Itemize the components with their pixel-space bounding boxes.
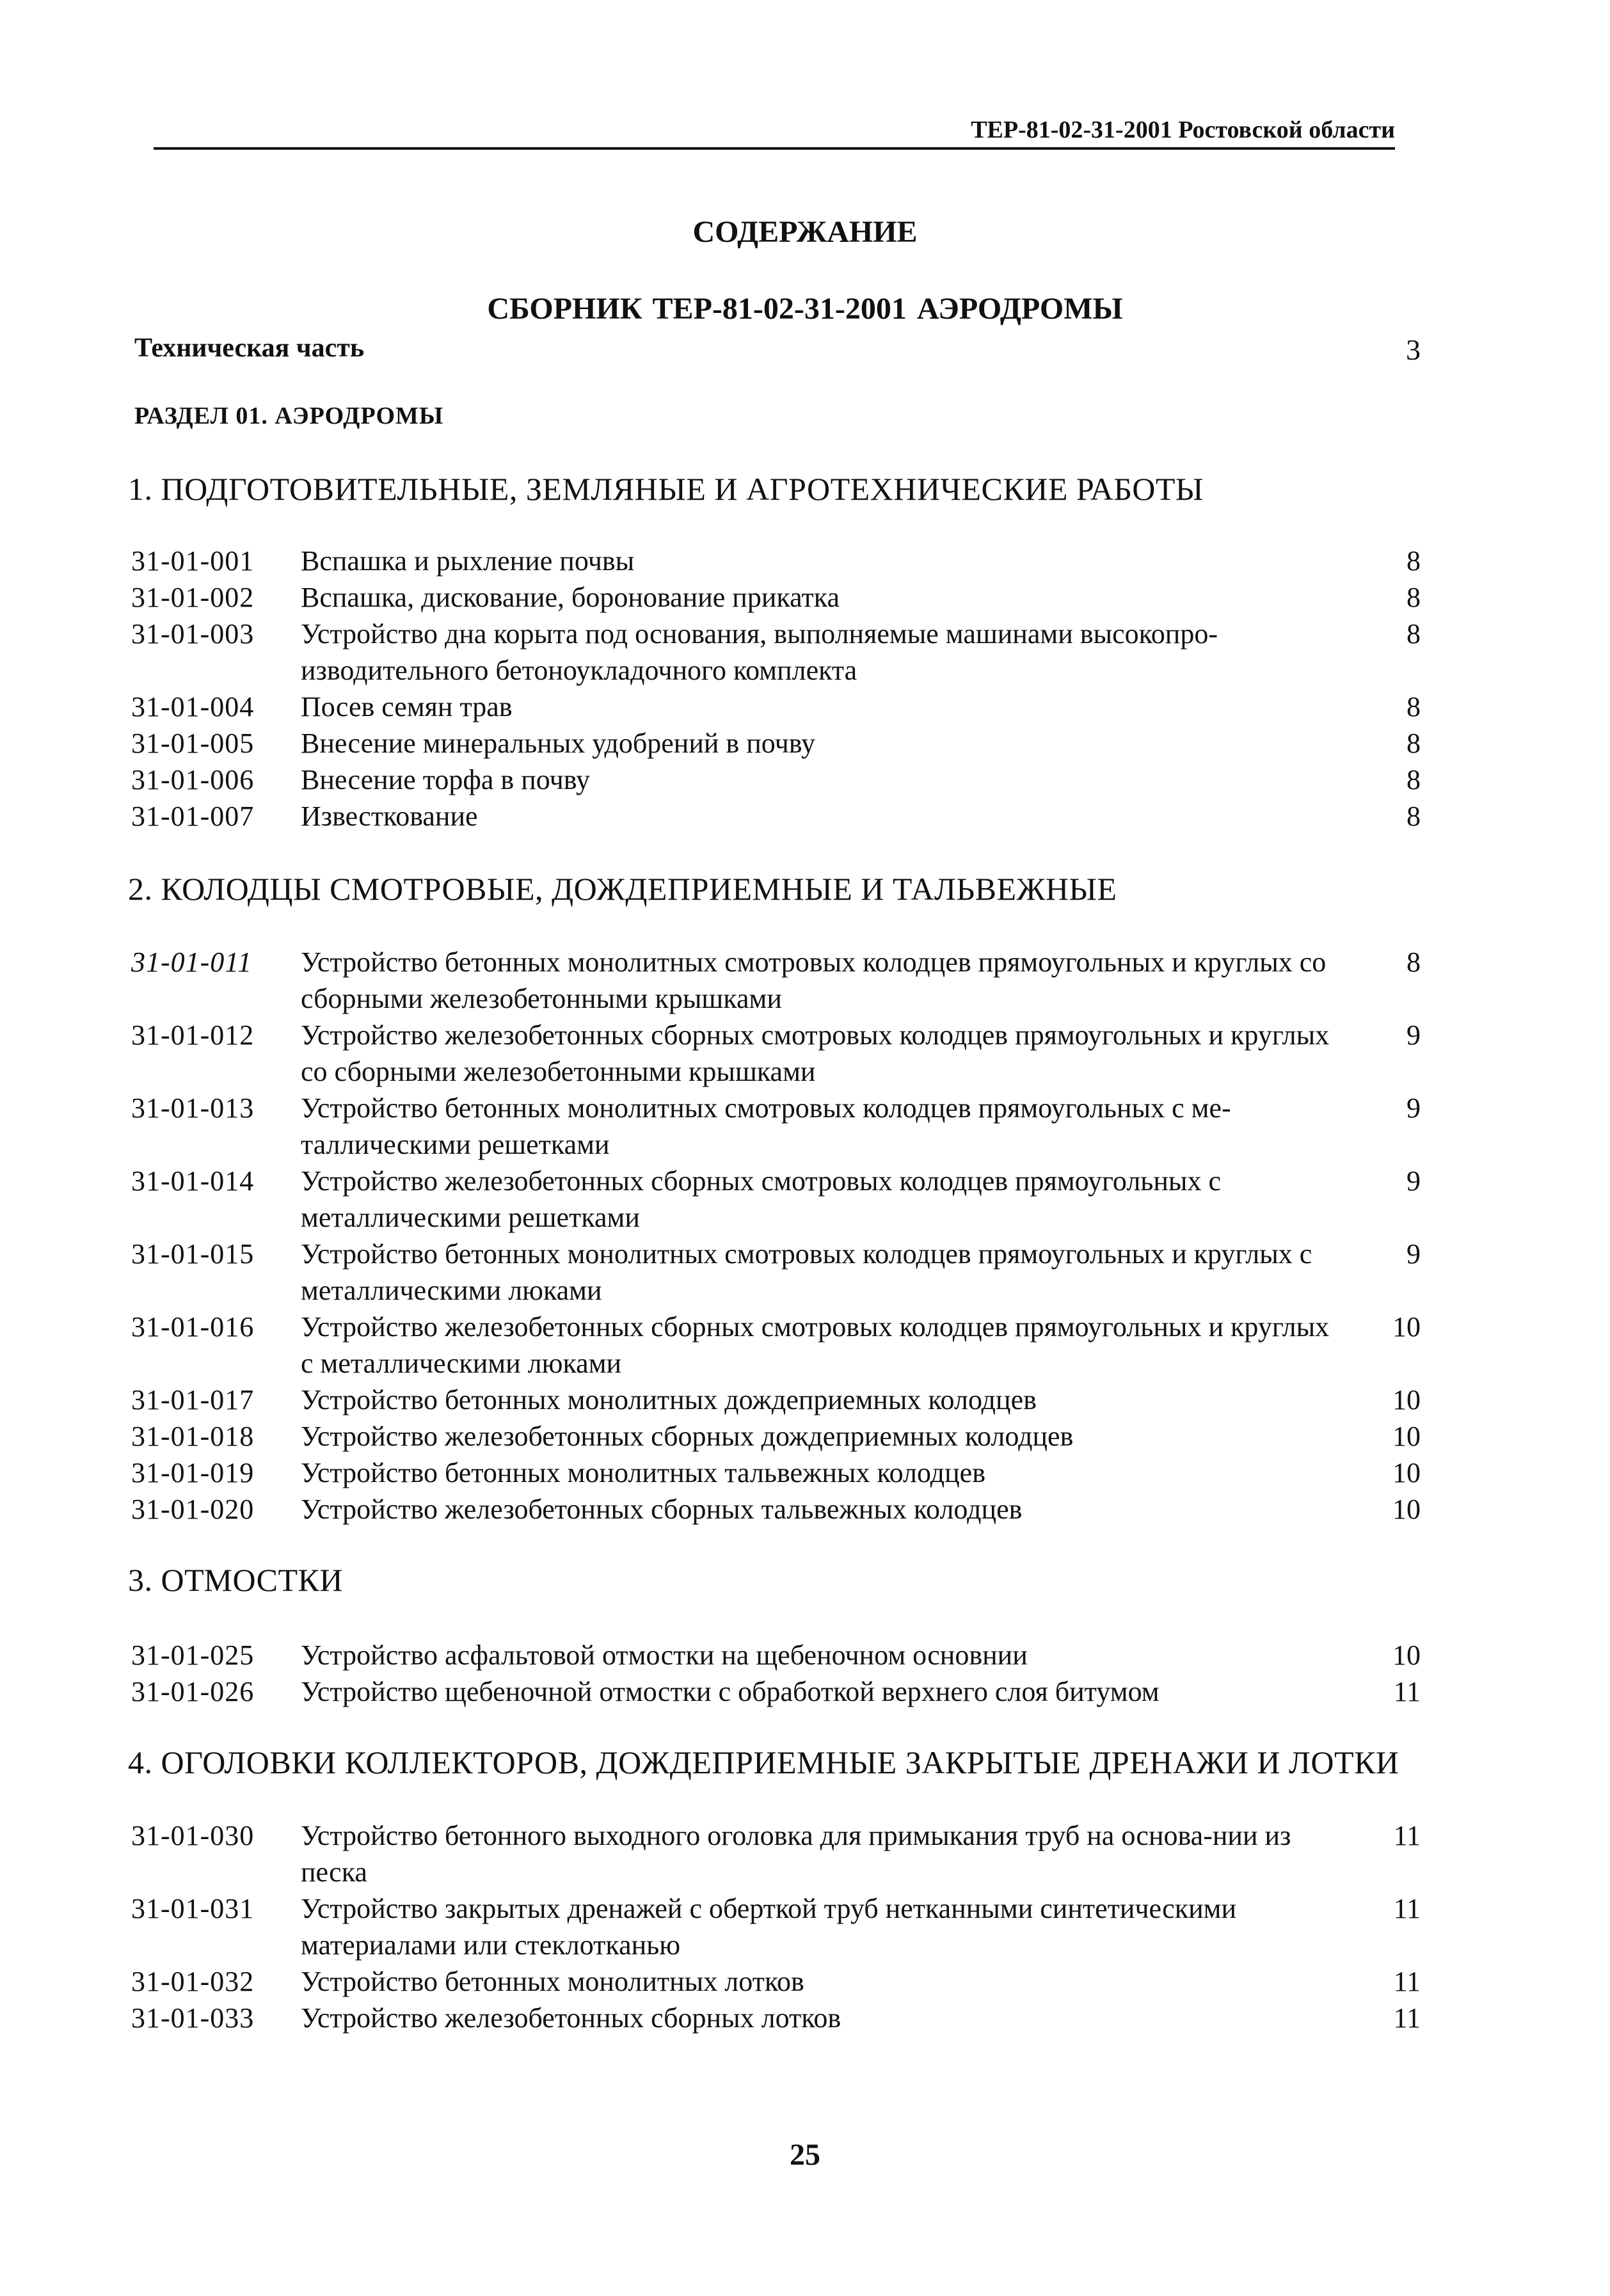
entry-text: Устройство асфальтовой отмостки на щебеночном основнии [301,1639,1028,1671]
entry-code: 31-01-014 [131,1165,255,1197]
entry-code: 31-01-002 [131,582,255,613]
entry-text: Устройство железобетонных сборных лотков [301,2002,841,2034]
entry-page: 8 [1407,618,1421,650]
entry-code: 31-01-015 [131,1238,255,1270]
entry-text: Устройство бетонных монолитных лотков [301,1966,804,1997]
entry-page: 9 [1407,1165,1421,1197]
entry-text: Посев семян трав [301,691,513,722]
entry-page: 8 [1407,801,1421,832]
technical-part-label: Техническая часть [134,333,365,363]
entry-page: 10 [1392,1421,1421,1452]
entry-code: 31-01-031 [131,1893,255,1924]
entry-code: 31-01-026 [131,1676,255,1707]
entry-text: Устройство железобетонных сборных смотровых колодцев прямоугольных и круглых с металлическими люками [301,1311,1330,1379]
entry-page: 9 [1407,1092,1421,1124]
entry-code: 31-01-001 [131,545,255,577]
entry-page: 10 [1392,1384,1421,1415]
entry-page: 11 [1393,1676,1421,1707]
entry-text: Устройство щебеночной отмостки с обработкой верхнего слоя битумом [301,1676,1160,1707]
entry-page: 8 [1407,691,1421,722]
entry-code: 31-01-007 [131,801,255,832]
entry-code: 31-01-011 [131,946,253,978]
entry-code: 31-01-003 [131,618,255,650]
entry-text: Устройство железобетонных сборных смотровых колодцев прямоугольных и круглых со сборными железобетонными крышками [301,1019,1330,1087]
entry-page: 11 [1393,1893,1421,1924]
entry-text: Устройство бетонного выходного оголовка для примыкания труб на основа-нии из песка [301,1820,1291,1888]
entry-text: Внесение минеральных удобрений в почву [301,728,816,759]
entry-page: 11 [1393,2002,1421,2034]
entry-code: 31-01-013 [131,1092,255,1124]
entry-text: Устройство бетонных монолитных смотровых колодцев прямоугольных и круглых с металлическими люками [301,1238,1312,1306]
entry-text: Устройство дна корыта под основания, выполняемые машинами высокопро-изводительного бетоноукладочного комплекта [301,618,1218,686]
entry-code: 31-01-020 [131,1494,255,1525]
entry-text: Устройство бетонных монолитных тальвежных колодцев [301,1457,985,1488]
entry-code: 31-01-025 [131,1639,255,1671]
running-header: ТЕР-81-02-31-2001 Ростовской области [154,115,1395,150]
entry-page: 8 [1407,946,1421,978]
entry-code: 31-01-016 [131,1311,255,1343]
entry-page: 9 [1407,1238,1421,1270]
entry-page: 8 [1407,764,1421,795]
entry-text: Устройство бетонных монолитных смотровых колодцев прямоугольных и круглых со сборными железобетонными крышками [301,946,1327,1014]
entry-code: 31-01-032 [131,1966,255,1997]
technical-part-page: 3 [1406,333,1421,366]
entry-page: 10 [1392,1311,1421,1343]
entry-text: Известкование [301,801,478,832]
entry-text: Устройство железобетонных сборных дождеприемных колодцев [301,1421,1074,1452]
entry-code: 31-01-033 [131,2002,255,2034]
entry-code: 31-01-017 [131,1384,255,1415]
entry-page: 11 [1393,1820,1421,1851]
entry-code: 31-01-030 [131,1820,255,1851]
section-heading: 2. КОЛОДЦЫ СМОТРОВЫЕ, ДОЖДЕПРИЕМНЫЕ И ТАЛЬВЕЖНЫЕ [128,871,1117,907]
entry-page: 10 [1392,1457,1421,1488]
entry-text: Устройство железобетонных сборных смотровых колодцев прямоугольных с металлическими решетками [301,1165,1222,1233]
page-number: 25 [790,2138,820,2172]
entry-page: 10 [1392,1494,1421,1525]
entry-text: Устройство бетонных монолитных дождеприемных колодцев [301,1384,1037,1415]
entry-code: 31-01-019 [131,1457,255,1488]
entry-text: Вспашка, дискование, боронование прикатка [301,582,840,613]
entry-code: 31-01-012 [131,1019,255,1051]
entry-page: 10 [1392,1639,1421,1671]
entry-text: Внесение торфа в почву [301,764,591,795]
section-heading: 1. ПОДГОТОВИТЕЛЬНЫЕ, ЗЕМЛЯНЫЕ И АГРОТЕХНИЧЕСКИЕ РАБОТЫ [128,471,1204,507]
entry-page: 8 [1407,582,1421,613]
entry-text: Устройство бетонных монолитных смотровых колодцев прямоугольных с ме-таллическими решетками [301,1092,1231,1160]
collection-title: СБОРНИК ТЕР-81-02-31-2001 АЭРОДРОМЫ [487,292,1123,326]
entry-page: 8 [1407,728,1421,759]
page-title: СОДЕРЖАНИЕ [692,215,918,249]
entry-code: 31-01-004 [131,691,255,722]
section-heading: 4. ОГОЛОВКИ КОЛЛЕКТОРОВ, ДОЖДЕПРИЕМНЫЕ ЗАКРЫТЫЕ ДРЕНАЖИ И ЛОТКИ [128,1744,1399,1780]
entry-code: 31-01-006 [131,764,255,795]
entry-code: 31-01-005 [131,728,255,759]
entry-page: 9 [1407,1019,1421,1051]
entry-text: Устройство закрытых дренажей с оберткой труб нетканными синтетическими материалами или стеклотканью [301,1893,1237,1961]
entry-text: Устройство железобетонных сборных тальвежных колодцев [301,1494,1023,1525]
entry-page: 11 [1393,1966,1421,1997]
section-heading: 3. ОТМОСТКИ [128,1562,344,1598]
entry-page: 8 [1407,545,1421,577]
entry-text: Вспашка и рыхление почвы [301,545,635,577]
razdel-heading: РАЗДЕЛ 01. АЭРОДРОМЫ [134,403,444,429]
entry-code: 31-01-018 [131,1421,255,1452]
technical-part-entry [134,333,1421,366]
